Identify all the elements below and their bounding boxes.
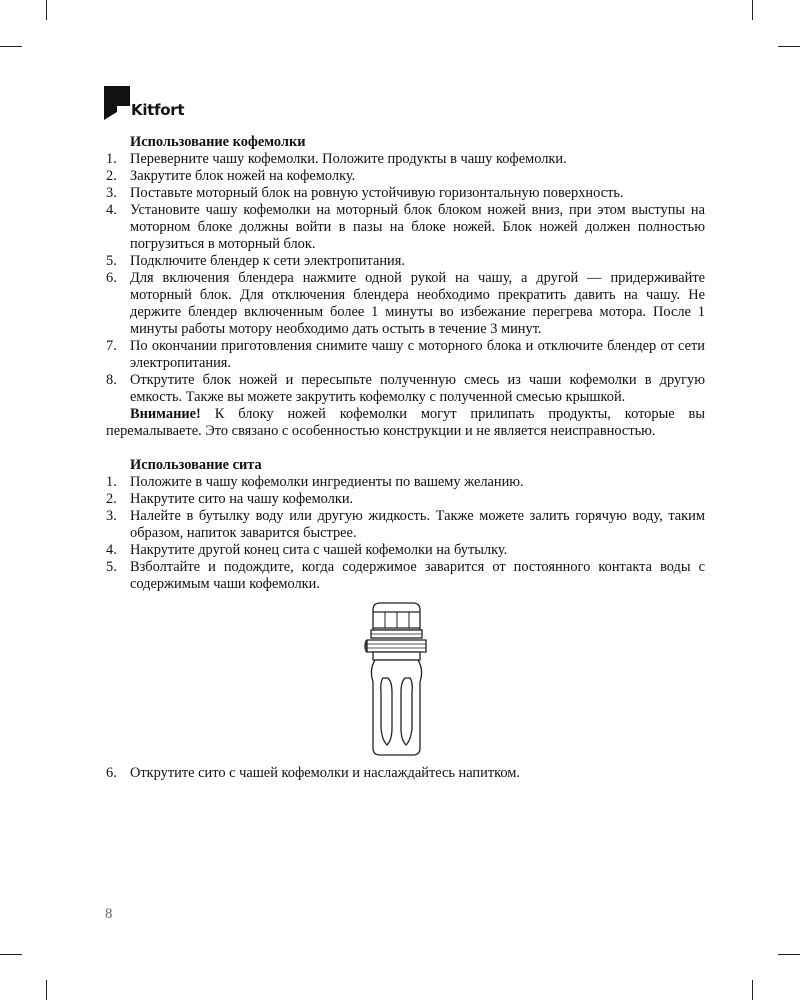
crop-mark [752, 0, 753, 20]
kitfort-logo-icon [104, 86, 130, 120]
page-number: 8 [105, 906, 113, 922]
warning-text: К блоку ножей кофемолки могут прилипать продукты, которые вы перемалываете. Это связано с особенностью конструкции и не является неисправностью. [106, 406, 705, 439]
sieve-steps-list [106, 474, 705, 593]
step-text: Накрутите сито на чашу кофемолки. [130, 491, 354, 507]
grinder-steps-list [106, 151, 705, 406]
step-number: 7. [106, 338, 117, 354]
step-text: Закрутите блок ножей на кофемолку. [130, 168, 356, 184]
step-number: 2. [106, 168, 117, 184]
list-item [106, 491, 705, 508]
step-text: Налейте в бутылку воду или другую жидкость. Также можете залить горячую воду, таким образом, напиток заварится быстрее. [130, 508, 705, 541]
list-item [106, 372, 705, 406]
list-item [106, 168, 705, 185]
step-text: Накрутите другой конец сита с чашей кофемолки на бутылку. [130, 542, 508, 558]
list-item [106, 474, 705, 491]
crop-mark [778, 954, 800, 955]
step-text: Поставьте моторный блок на ровную устойчивую горизонтальную поверхность. [130, 185, 624, 201]
page-content [106, 134, 705, 782]
list-item [106, 542, 705, 559]
step-text: Открутите блок ножей и пересыпьте полученную смесь из чаши кофемолки в другую емкость. Также вы можете закрутить кофемолку с полученной смесью крышкой. [130, 372, 705, 405]
bottle-with-sieve-icon [363, 600, 433, 760]
step-text: По окончании приготовления снимите чашу с моторного блока и отключите блендер от сети электропитания. [130, 338, 705, 371]
crop-mark [46, 980, 47, 1000]
step-number: 5. [106, 253, 117, 269]
list-item [106, 270, 705, 338]
section-heading-sieve: Использование сита [130, 457, 262, 473]
brand-logo [104, 86, 184, 120]
step-number: 3. [106, 508, 117, 524]
step-number: 6. [106, 270, 117, 286]
list-item [106, 559, 705, 593]
step-number: 6. [106, 765, 117, 781]
step-number: 2. [106, 491, 117, 507]
step-number: 5. [106, 559, 117, 575]
list-item [106, 253, 705, 270]
bottle-figure [106, 600, 705, 760]
step-number: 4. [106, 202, 117, 218]
warning-note [106, 406, 705, 440]
crop-mark [0, 46, 22, 47]
spacer [106, 440, 705, 457]
step-text: Переверните чашу кофемолки. Положите продукты в чашу кофемолки. [130, 151, 567, 167]
list-item [106, 202, 705, 253]
step-text: Открутите сито с чашей кофемолки и наслаждайтесь напитком. [130, 765, 521, 781]
step-text: Для включения блендера нажмите одной рукой на чашу, а другой — придерживайте моторный блок. Для отключения блендера необходимо прекратить давить на чашу. Не держите блендер включенным более 1 минуты во избежание перегрева мотора. После 1 минуты работы мотору необходимо дать остыть в течение 3 минут. [130, 270, 705, 337]
crop-mark [46, 0, 47, 20]
step-text: Взболтайте и подождите, когда содержимое заварится от постоянного контакта воды с содержимым чаши кофемолки. [130, 559, 705, 592]
step-text: Подключите блендер к сети электропитания. [130, 253, 405, 269]
list-item [106, 508, 705, 542]
crop-mark [752, 980, 753, 1000]
step-text: Положите в чашу кофемолки ингредиенты по вашему желанию. [130, 474, 524, 490]
step-number: 1. [106, 151, 117, 167]
brand-name: Kitfort [131, 101, 185, 119]
list-item [106, 765, 705, 782]
crop-mark [778, 46, 800, 47]
step-number: 3. [106, 185, 117, 201]
warning-label: Внимание! [130, 406, 201, 422]
section-heading-grinder: Использование кофемолки [130, 134, 306, 150]
list-item [106, 185, 705, 202]
step-number: 4. [106, 542, 117, 558]
crop-mark [0, 954, 22, 955]
step-number: 8. [106, 372, 117, 388]
list-item [106, 151, 705, 168]
list-item [106, 338, 705, 372]
step-text: Установите чашу кофемолки на моторный блок блоком ножей вниз, при этом выступы на моторном блоке должны войти в пазы на блоке ножей. Блок ножей должен полностью погрузиться в моторный блок. [130, 202, 705, 252]
step-number: 1. [106, 474, 117, 490]
sieve-final-step [106, 765, 705, 782]
